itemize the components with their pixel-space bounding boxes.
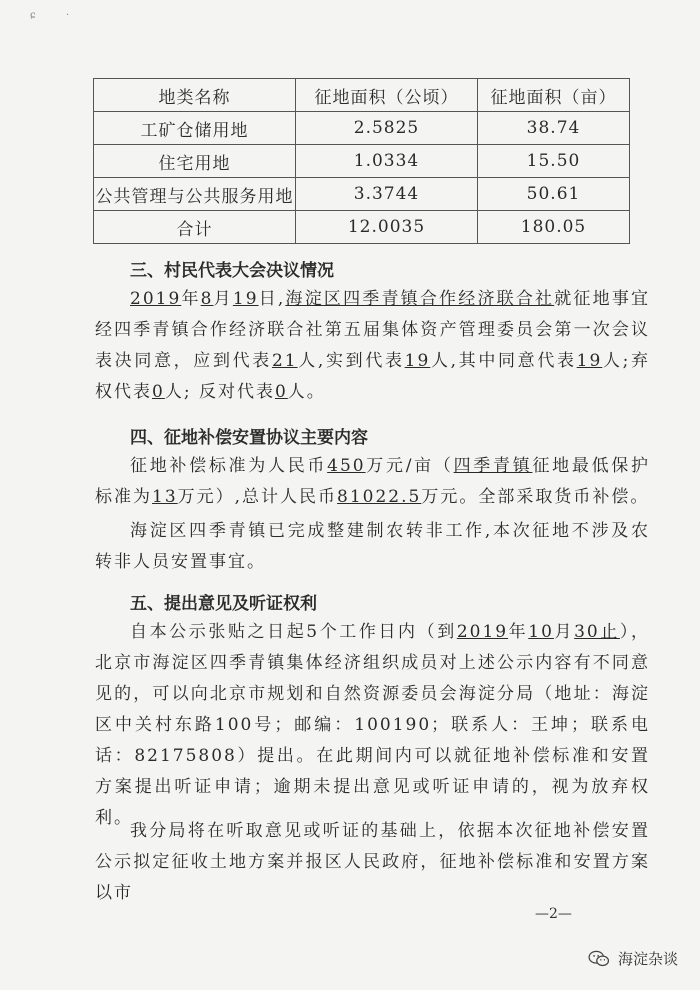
section-heading-4: 四、征地补偿安置协议主要内容 — [130, 428, 368, 448]
objection-paragraph: 自本公示张贴之日起5个工作日内（到2019年10月30止），北京市海淀区四季青镇集体经济组织成员对上述公示内容有不同意见的，可以向北京市规划和自然资源委员会海淀分局（地址：海淀区中关村东路100号；邮编：100190；联系人：王坤；联系电话：82175808）提出。在此期间内可以就征地补偿标准和安置方案提出听证申请；逾期未提出意见或听证申请的，视为放弃权利。 — [95, 622, 651, 828]
compensation-paragraph: 征地补偿标准为人民币450万元/亩（四季青镇征地最低保护标准为13万元）,总计人民币81022.5万元。全部采取货币补偿。 — [95, 456, 651, 507]
table-cell: 3.3744 — [296, 178, 478, 211]
table-cell: 1.0334 — [296, 145, 478, 178]
table-cell: 50.61 — [478, 178, 630, 211]
section-heading-5: 五、提出意见及听证权利 — [130, 594, 317, 614]
table-row — [94, 178, 630, 211]
table-row — [94, 145, 630, 178]
table-row — [94, 211, 630, 244]
final-paragraph: 我分局将在听取意见或听证的基础上，依据本次征地补偿安置公示拟定征收土地方案并报区人民政府，征地补偿标准和安置方案以市 — [95, 821, 650, 903]
watermark-text: 海淀杂谈 — [617, 950, 678, 968]
wechat-icon — [588, 950, 610, 968]
section-heading-3: 三、村民代表大会决议情况 — [130, 261, 334, 281]
table-header: 地类名称 — [94, 79, 296, 112]
table-cell: 12.0035 — [296, 211, 478, 244]
table-cell: 15.50 — [478, 145, 630, 178]
table-cell: 公共管理与公共服务用地 — [94, 178, 296, 211]
table-cell: 合计 — [94, 211, 296, 244]
resolution-paragraph: 2019年8月19日,海淀区四季青镇合作经济联合社就征地事宜经四季青镇合作经济联合社第五届集体资产管理委员会第一次会议表决同意，应到代表21人,实到代表19人,其中同意代表19人;弃权代表0人; 反对代表0人。 — [95, 289, 651, 402]
table-cell: 工矿仓储用地 — [94, 112, 296, 145]
table-cell: 180.05 — [478, 211, 630, 244]
page-number: —2— — [535, 906, 572, 922]
table-cell: 38.74 — [478, 112, 630, 145]
land-area-table — [93, 78, 630, 244]
table-header-row — [94, 79, 630, 112]
watermark — [588, 948, 678, 969]
table-cell: 住宅用地 — [94, 145, 296, 178]
resettlement-paragraph: 海淀区四季青镇已完成整建制农转非工作,本次征地不涉及农转非人员安置事宜。 — [95, 521, 650, 572]
table-row — [94, 112, 630, 145]
corner-mark: ɕ — [30, 10, 36, 21]
table-cell: 2.5825 — [296, 112, 478, 145]
corner-mark: · — [66, 10, 70, 21]
table-header: 征地面积（亩） — [478, 79, 630, 112]
table-header: 征地面积（公顷） — [296, 79, 478, 112]
